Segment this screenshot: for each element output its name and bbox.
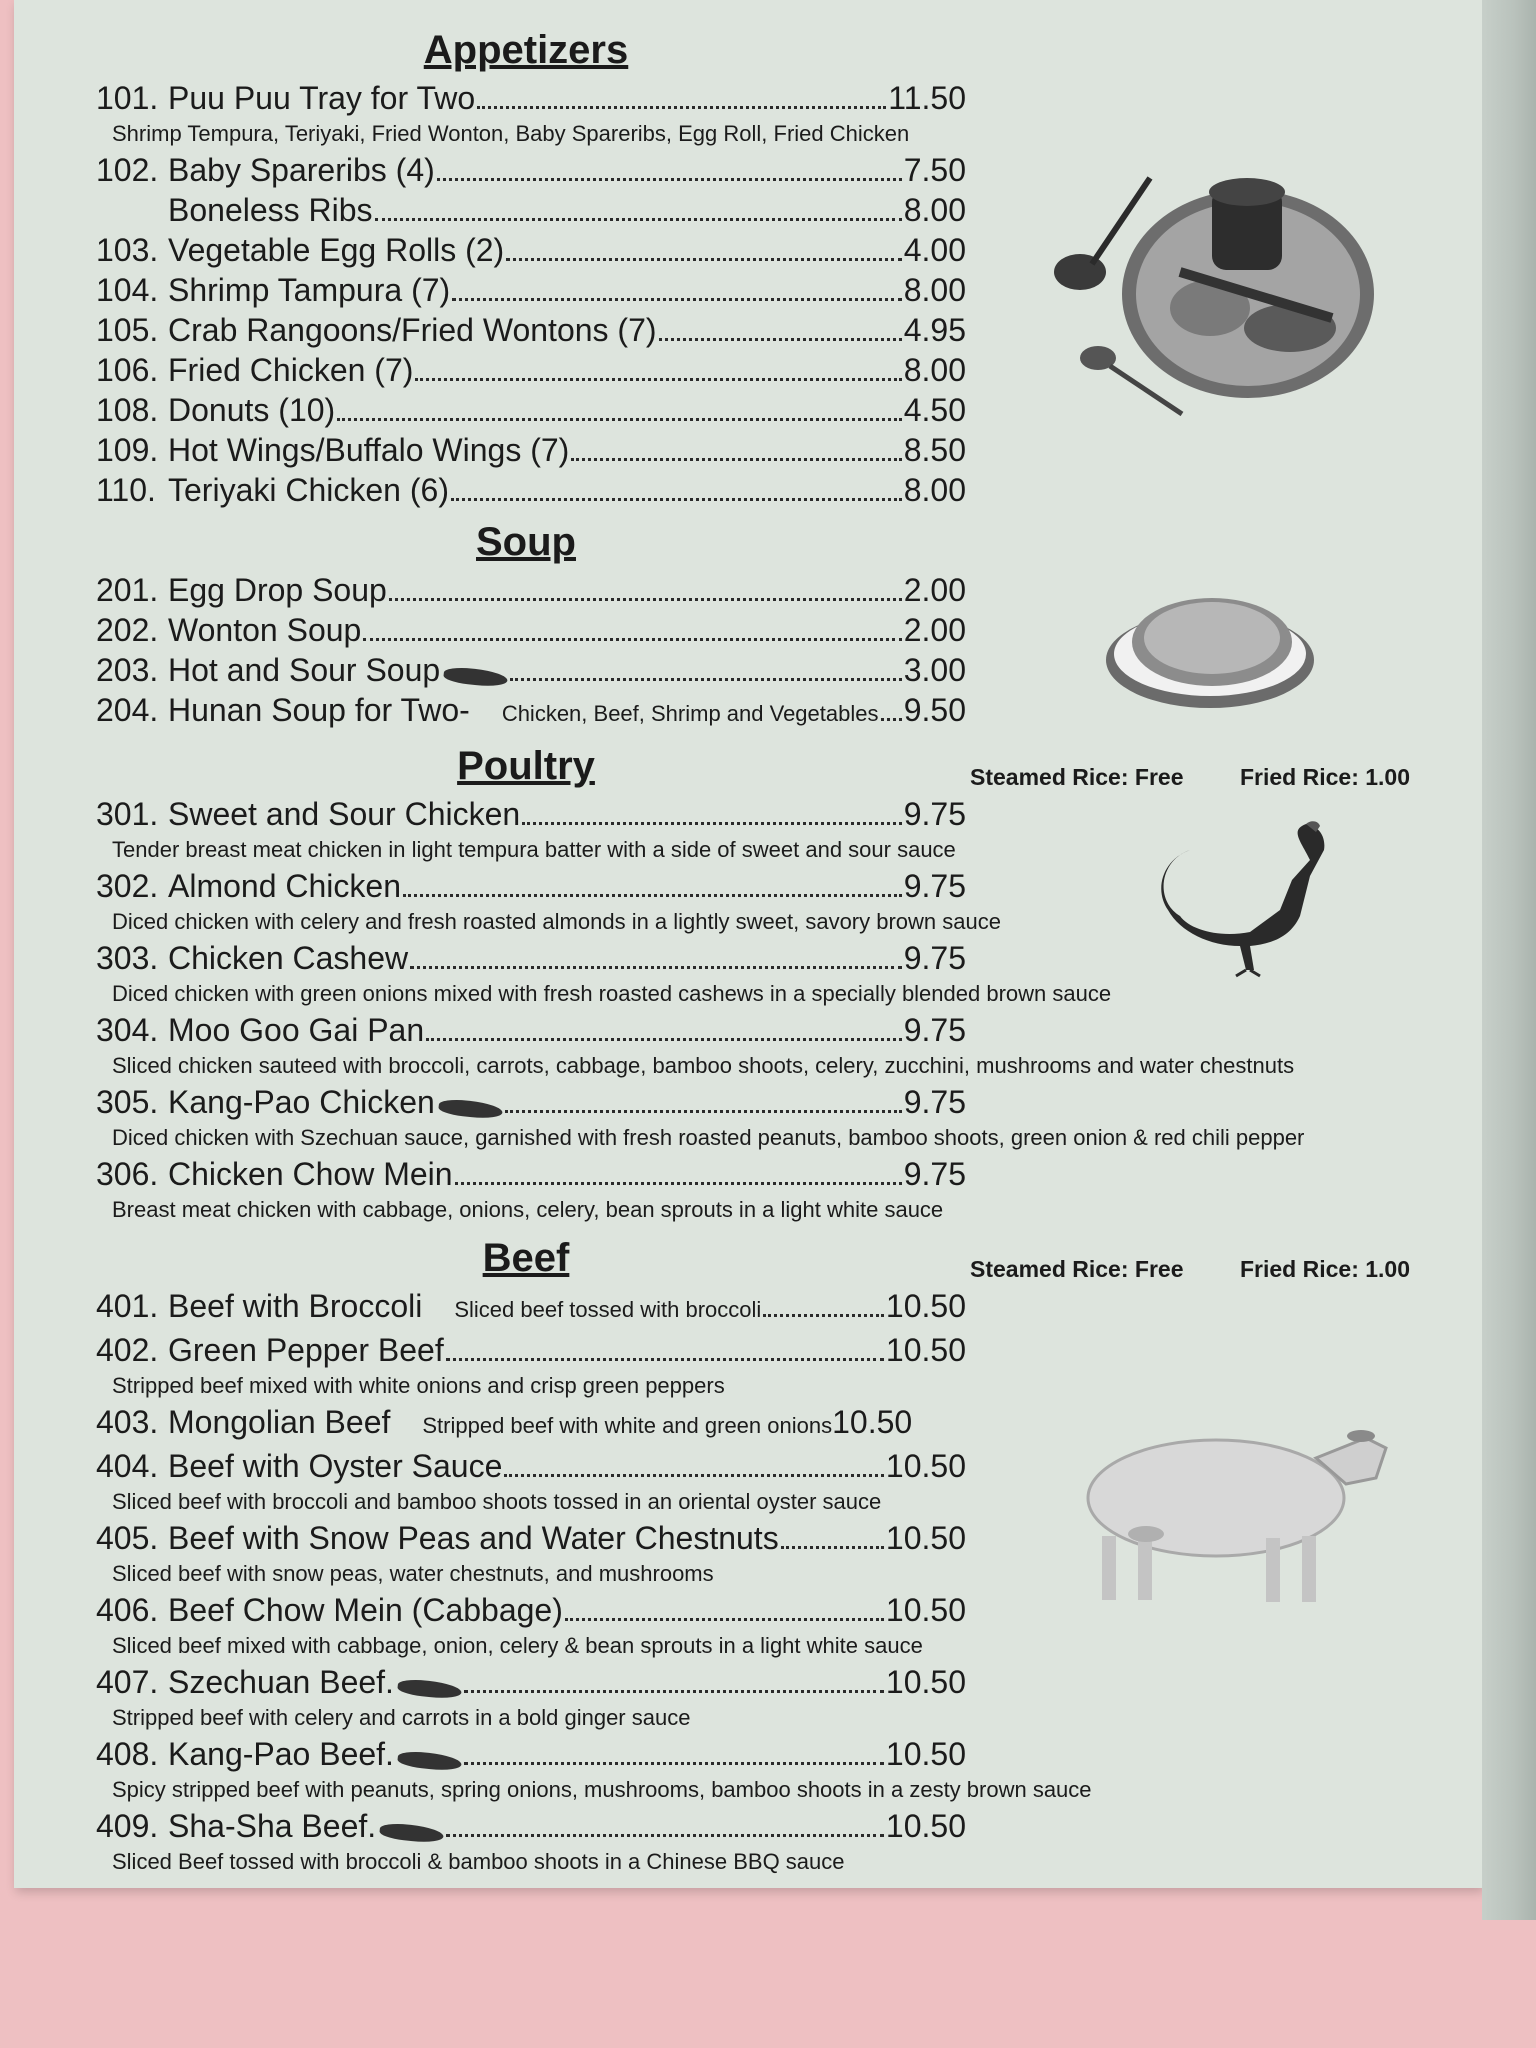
menu-item[interactable] bbox=[96, 1286, 966, 1330]
dot-leader bbox=[389, 570, 902, 601]
item-number: 405. bbox=[96, 1520, 159, 1556]
item-price: 2.00 bbox=[903, 612, 966, 648]
section-header bbox=[96, 742, 1436, 794]
dot-leader bbox=[565, 1590, 884, 1621]
item-description: Sliced beef with snow peas, water chestnuts, and mushrooms bbox=[112, 1561, 714, 1586]
item-name: Hunan Soup for Two- bbox=[168, 692, 470, 728]
item-description: Diced chicken with celery and fresh roasted almonds in a lightly sweet, savory brown sauce bbox=[112, 909, 1001, 934]
item-price: 8.00 bbox=[903, 192, 966, 228]
item-number: 402. bbox=[96, 1332, 159, 1368]
item-description: Diced chicken with green onions mixed with fresh roasted cashews in a specially blended brown sauce bbox=[112, 981, 1112, 1006]
section-title: Poultry bbox=[457, 744, 595, 788]
dot-leader bbox=[451, 470, 902, 501]
item-name: Sha-Sha Beef. bbox=[168, 1808, 377, 1844]
section-spacer bbox=[96, 510, 1436, 514]
item-name: Boneless Ribs bbox=[168, 192, 373, 228]
dot-leader bbox=[881, 690, 902, 721]
item-name: Beef Chow Mein (Cabbage) bbox=[168, 1592, 563, 1628]
item-number: 201. bbox=[96, 572, 159, 608]
item-name: Sweet and Sour Chicken bbox=[168, 796, 521, 832]
dot-leader bbox=[571, 430, 901, 461]
menu-item[interactable] bbox=[96, 1446, 966, 1486]
menu-item[interactable] bbox=[96, 1662, 966, 1702]
dot-leader bbox=[426, 1010, 902, 1041]
item-price: 8.50 bbox=[903, 432, 966, 468]
item-price: 4.00 bbox=[903, 232, 966, 268]
dot-leader bbox=[522, 794, 902, 825]
menu-item[interactable] bbox=[96, 610, 966, 650]
item-price: 4.95 bbox=[903, 312, 966, 348]
chili-pepper-icon bbox=[379, 1822, 444, 1845]
menu-item[interactable] bbox=[96, 938, 966, 978]
item-number: 302. bbox=[96, 868, 159, 904]
item-name: Baby Spareribs (4) bbox=[168, 152, 435, 188]
section-title: Soup bbox=[476, 520, 576, 564]
fried-rice-note: Fried Rice: 1.00 bbox=[1240, 764, 1411, 790]
menu-item[interactable] bbox=[96, 350, 966, 390]
item-number: 105. bbox=[96, 312, 159, 348]
dot-leader bbox=[763, 1286, 884, 1317]
item-name: Wonton Soup bbox=[168, 612, 362, 648]
menu-item[interactable] bbox=[96, 1518, 966, 1558]
menu-item[interactable] bbox=[96, 430, 966, 470]
item-number: 406. bbox=[96, 1592, 159, 1628]
menu-item[interactable] bbox=[96, 470, 966, 510]
item-number: 403. bbox=[96, 1404, 159, 1440]
dot-leader bbox=[446, 1806, 884, 1837]
item-name: Beef with Snow Peas and Water Chestnuts bbox=[168, 1520, 779, 1556]
item-name: Beef with Oyster Sauce bbox=[168, 1448, 503, 1484]
item-number: 102. bbox=[96, 152, 159, 188]
item-name: Donuts (10) bbox=[168, 392, 336, 428]
item-name: Teriyaki Chicken (6) bbox=[168, 472, 449, 508]
item-price: 9.75 bbox=[903, 868, 966, 904]
item-number: 101. bbox=[96, 80, 159, 116]
item-price: 7.50 bbox=[903, 152, 966, 188]
item-number: 202. bbox=[96, 612, 159, 648]
menu-item[interactable] bbox=[96, 1082, 966, 1122]
soup-bowl-illustration bbox=[1100, 584, 1320, 714]
item-name: Vegetable Egg Rolls (2) bbox=[168, 232, 505, 268]
item-description: Stripped beef with celery and carrots in a bold ginger sauce bbox=[112, 1705, 691, 1730]
section-spacer bbox=[96, 1226, 1436, 1230]
menu-item[interactable] bbox=[96, 1734, 966, 1774]
item-name: Chicken Cashew bbox=[168, 940, 409, 976]
item-number: 301. bbox=[96, 796, 159, 832]
rooster-illustration bbox=[1150, 820, 1350, 990]
section-header bbox=[96, 518, 1436, 570]
fried-rice-note: Fried Rice: 1.00 bbox=[1240, 1256, 1411, 1282]
item-price: 9.75 bbox=[903, 796, 966, 832]
steamed-rice-note: Steamed Rice: Free bbox=[970, 1256, 1184, 1282]
item-inline-description: Sliced beef tossed with broccoli bbox=[454, 1297, 762, 1322]
item-number: 408. bbox=[96, 1736, 159, 1772]
menu-item[interactable] bbox=[96, 866, 966, 906]
item-number: 203. bbox=[96, 652, 159, 688]
item-price: 10.50 bbox=[832, 1404, 913, 1440]
item-number: 104. bbox=[96, 272, 159, 308]
section-title: Beef bbox=[482, 1236, 570, 1280]
item-description: Diced chicken with Szechuan sauce, garnished with fresh roasted peanuts, bamboo shoots, green onion & red chili pepper bbox=[112, 1125, 1305, 1150]
dot-leader bbox=[446, 1330, 884, 1361]
item-price: 9.75 bbox=[903, 1084, 966, 1120]
item-description: Breast meat chicken with cabbage, onions, celery, bean sprouts in a light white sauce bbox=[112, 1197, 944, 1222]
item-number: 204. bbox=[96, 692, 159, 728]
item-description: Tender breast meat chicken in light tempura batter with a side of sweet and sour sauce bbox=[112, 837, 956, 862]
item-price: 8.00 bbox=[903, 272, 966, 308]
dot-leader bbox=[505, 1082, 902, 1113]
dot-leader bbox=[506, 230, 902, 261]
dot-leader bbox=[403, 866, 902, 897]
cow-illustration bbox=[1076, 1418, 1396, 1618]
section-spacer bbox=[96, 734, 1436, 738]
item-name: Kang-Pao Beef. bbox=[168, 1736, 394, 1772]
item-number: 409. bbox=[96, 1808, 159, 1844]
item-number: 404. bbox=[96, 1448, 159, 1484]
item-price: 10.50 bbox=[885, 1664, 966, 1700]
item-price: 10.50 bbox=[885, 1332, 966, 1368]
item-description: Sliced Beef tossed with broccoli & bamboo shoots in a Chinese BBQ sauce bbox=[112, 1849, 845, 1874]
chili-pepper-icon bbox=[438, 1098, 503, 1121]
item-number: 304. bbox=[96, 1012, 159, 1048]
item-price: 4.50 bbox=[903, 392, 966, 428]
dot-leader bbox=[437, 150, 902, 181]
menu-item[interactable] bbox=[96, 270, 966, 310]
item-number: 305. bbox=[96, 1084, 159, 1120]
section-header bbox=[96, 26, 1436, 78]
menu-item[interactable] bbox=[96, 230, 966, 270]
item-description: Sliced beef with broccoli and bamboo shoots tossed in an oriental oyster sauce bbox=[112, 1489, 882, 1514]
item-price: 9.75 bbox=[903, 1156, 966, 1192]
item-name: Fried Chicken (7) bbox=[168, 352, 414, 388]
dot-leader bbox=[659, 310, 902, 341]
menu-item[interactable] bbox=[96, 150, 966, 190]
item-name: Moo Goo Gai Pan bbox=[168, 1012, 425, 1048]
item-name: Shrimp Tampura (7) bbox=[168, 272, 451, 308]
item-number: 109. bbox=[96, 432, 159, 468]
item-name: Crab Rangoons/Fried Wontons (7) bbox=[168, 312, 657, 348]
menu-item[interactable] bbox=[96, 1330, 966, 1370]
menu-item[interactable] bbox=[96, 570, 966, 610]
section-spacer bbox=[96, 1878, 1436, 1882]
dot-leader bbox=[415, 350, 901, 381]
menu-item[interactable] bbox=[96, 1402, 966, 1446]
menu-item[interactable] bbox=[96, 650, 966, 690]
section-title: Appetizers bbox=[423, 28, 629, 72]
dot-leader bbox=[510, 650, 902, 681]
chili-pepper-icon bbox=[397, 1678, 462, 1701]
item-number: 401. bbox=[96, 1288, 159, 1324]
item-price: 11.50 bbox=[888, 80, 966, 116]
item-price: 9.75 bbox=[903, 1012, 966, 1048]
dot-leader bbox=[477, 78, 886, 109]
menu-item[interactable] bbox=[96, 310, 966, 350]
item-number: 108. bbox=[96, 392, 159, 428]
page-edge bbox=[1482, 0, 1536, 1920]
menu-item[interactable] bbox=[96, 1010, 966, 1050]
item-inline-description: Stripped beef with white and green onions bbox=[422, 1413, 833, 1438]
item-number: 106. bbox=[96, 352, 159, 388]
item-number: 407. bbox=[96, 1664, 159, 1700]
dot-leader bbox=[337, 390, 902, 421]
dot-leader bbox=[452, 270, 902, 301]
item-price: 10.50 bbox=[885, 1592, 966, 1628]
menu-item[interactable] bbox=[96, 1590, 966, 1630]
item-price: 8.00 bbox=[903, 352, 966, 388]
item-name: Chicken Chow Mein bbox=[168, 1156, 453, 1192]
menu-item[interactable] bbox=[96, 794, 966, 834]
item-name: Green Pepper Beef bbox=[168, 1332, 444, 1368]
item-price: 9.50 bbox=[903, 692, 966, 728]
item-description: Shrimp Tempura, Teriyaki, Fried Wonton, Baby Spareribs, Egg Roll, Fried Chicken bbox=[112, 121, 910, 146]
item-name: Kang-Pao Chicken bbox=[168, 1084, 435, 1120]
menu-item[interactable] bbox=[96, 1806, 966, 1846]
menu-item[interactable] bbox=[96, 390, 966, 430]
item-number: 110. bbox=[96, 472, 156, 508]
item-price: 2.00 bbox=[903, 572, 966, 608]
dot-leader bbox=[464, 1734, 884, 1765]
item-price: 10.50 bbox=[885, 1448, 966, 1484]
item-number: 306. bbox=[96, 1156, 159, 1192]
item-name: Egg Drop Soup bbox=[168, 572, 387, 608]
item-name: Szechuan Beef. bbox=[168, 1664, 394, 1700]
item-price: 10.50 bbox=[885, 1520, 966, 1556]
item-number: 303. bbox=[96, 940, 159, 976]
dot-leader bbox=[375, 190, 902, 221]
menu-item[interactable] bbox=[96, 78, 966, 118]
dot-leader bbox=[410, 938, 902, 969]
dot-leader bbox=[455, 1154, 902, 1185]
item-description: Stripped beef mixed with white onions and crisp green peppers bbox=[112, 1373, 725, 1398]
item-price: 10.50 bbox=[885, 1288, 966, 1324]
item-number: 103. bbox=[96, 232, 159, 268]
item-description: Sliced beef mixed with cabbage, onion, celery & bean sprouts in a light white sauce bbox=[112, 1633, 923, 1658]
item-price: 9.75 bbox=[903, 940, 966, 976]
item-name: Puu Puu Tray for Two bbox=[168, 80, 476, 116]
chili-pepper-icon bbox=[443, 666, 508, 689]
item-name: Mongolian Beef bbox=[168, 1404, 391, 1440]
item-price: 10.50 bbox=[885, 1736, 966, 1772]
menu-item[interactable] bbox=[96, 190, 966, 230]
item-price: 10.50 bbox=[885, 1808, 966, 1844]
steamed-rice-note: Steamed Rice: Free bbox=[970, 764, 1184, 790]
dot-leader bbox=[464, 1662, 884, 1693]
chili-pepper-icon bbox=[397, 1750, 462, 1773]
item-price: 8.00 bbox=[903, 472, 966, 508]
dot-leader bbox=[504, 1446, 884, 1477]
item-inline-description: Chicken, Beef, Shrimp and Vegetables bbox=[501, 701, 879, 726]
item-name: Hot and Sour Soup bbox=[168, 652, 441, 688]
item-name: Hot Wings/Buffalo Wings (7) bbox=[168, 432, 570, 468]
item-name: Almond Chicken bbox=[168, 868, 401, 904]
menu-item[interactable] bbox=[96, 1154, 966, 1194]
pupu-platter-illustration bbox=[1040, 168, 1380, 428]
section-header bbox=[96, 1234, 1436, 1286]
menu-item[interactable] bbox=[96, 690, 966, 734]
dot-leader bbox=[781, 1518, 884, 1549]
item-name: Beef with Broccoli bbox=[168, 1288, 423, 1324]
item-price: 3.00 bbox=[903, 652, 966, 688]
item-description: Spicy stripped beef with peanuts, spring onions, mushrooms, bamboo shoots in a zesty brown sauce bbox=[112, 1777, 1092, 1802]
dot-leader bbox=[363, 610, 901, 641]
item-description: Sliced chicken sauteed with broccoli, carrots, cabbage, bamboo shoots, celery, zucchini, mushrooms and water chestnuts bbox=[112, 1053, 1295, 1078]
